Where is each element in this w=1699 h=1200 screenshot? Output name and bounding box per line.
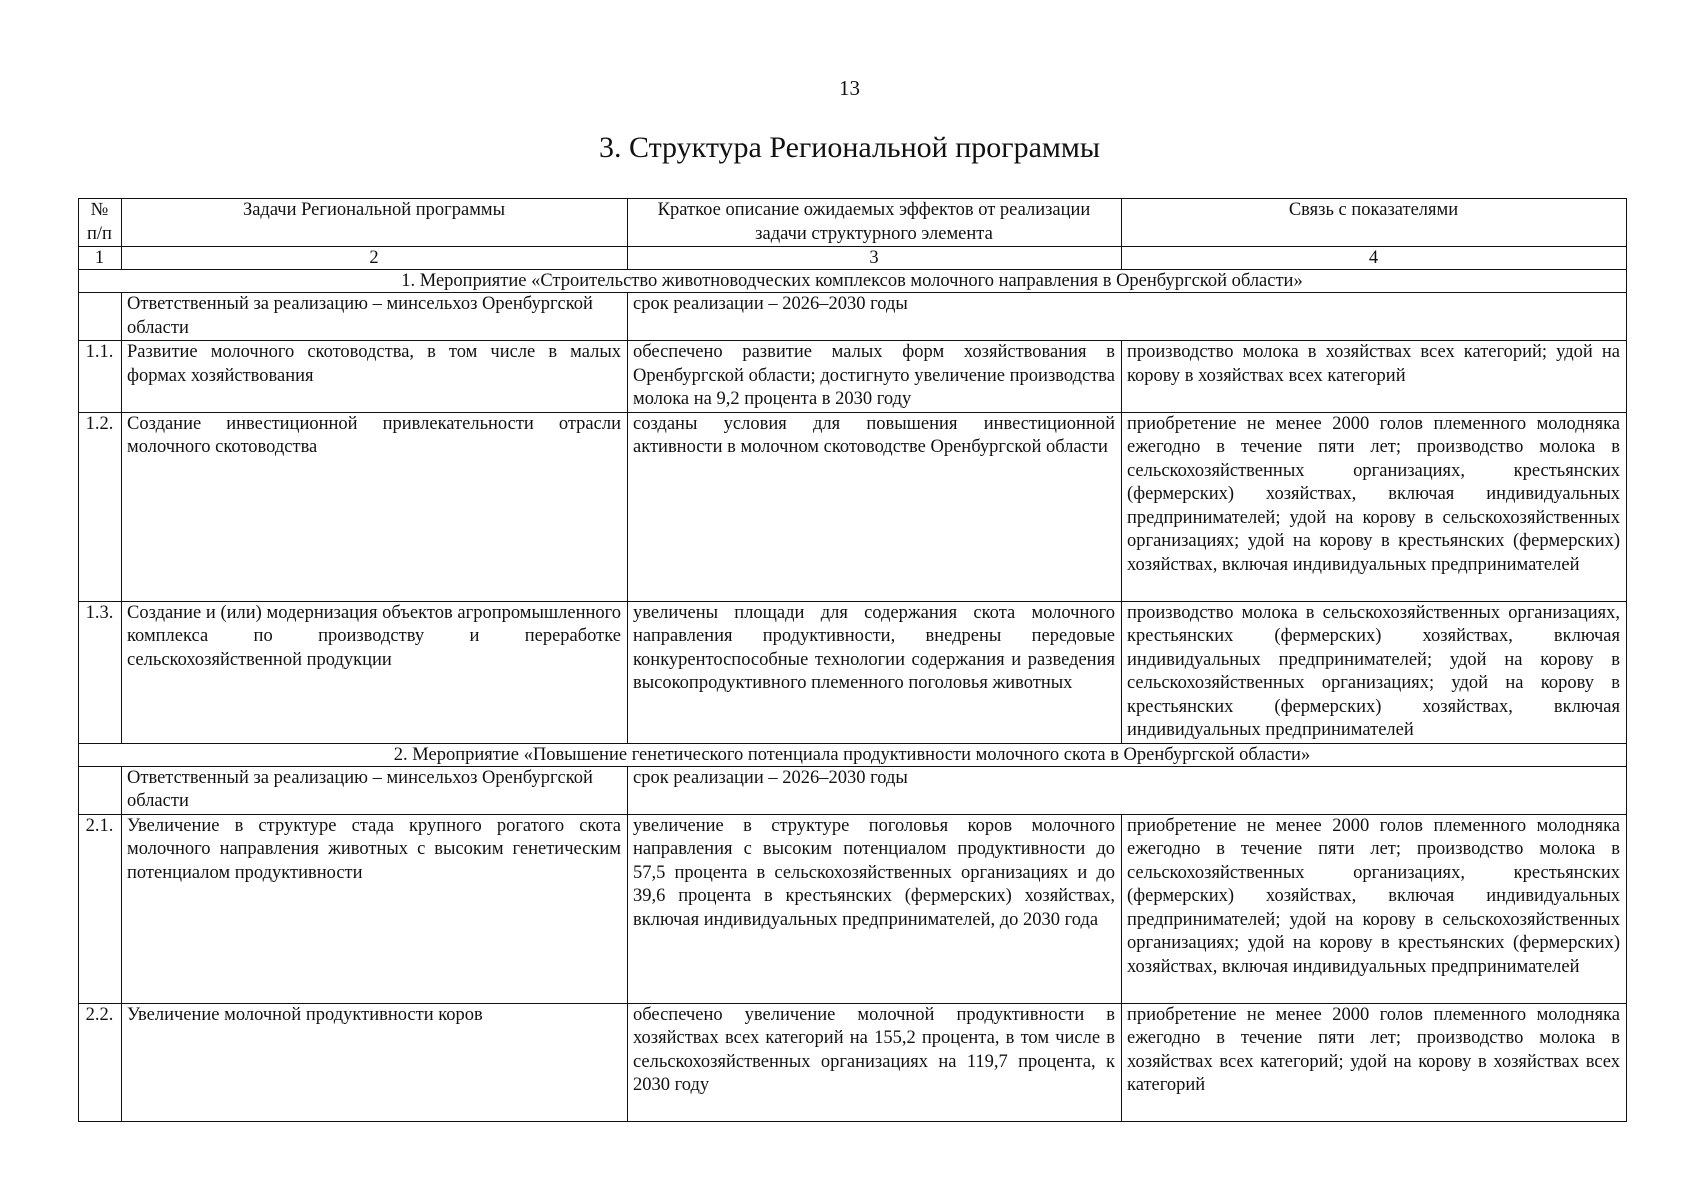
indicator-text: приобретение не менее 2000 голов племенного молодняка ежегодно в течение пяти лет; производство молока в сельскохозяйственных организациях, крестьянских (фермерских) хозяйствах, включая индивидуальных предпринимателей; удой на корову в сельскохозяйственных организациях; удой на корову в крестьянских (фермерских) хозяйствах, включая индивидуальных предпринимателей	[1122, 412, 1627, 601]
indicator-text: приобретение не менее 2000 голов племенного молодняка ежегодно в течение пяти лет; производство молока в сельскохозяйственных организациях, крестьянских (фермерских) хозяйствах, включая индивидуальных предпринимателей; удой на корову в сельскохозяйственных организациях; удой на корову в крестьянских (фермерских) хозяйствах, включая индивидуальных предпринимателей	[1122, 814, 1627, 1003]
header-tasks: Задачи Региональной программы	[122, 199, 628, 247]
row-number: 1.2.	[79, 412, 122, 601]
effect-text: увеличены площади для содержания скота молочного направления продуктивности, внедрены передовые конкурентоспособные технологии содержания и разведения высокопродуктивного племенного поголовья животных	[628, 601, 1122, 743]
task-text: Создание и (или) модернизация объектов агропромышленного комплекса по производству и переработке сельскохозяйственной продукции	[122, 601, 628, 743]
page-number: 13	[839, 76, 860, 100]
column-number: 4	[1122, 247, 1627, 270]
indicator-text: приобретение не менее 2000 голов племенного молодняка ежегодно в течение пяти лет; производство молока в хозяйствах всех категорий; удой на корову в хозяйствах всех категорий	[1122, 1003, 1627, 1121]
task-text: Создание инвестиционной привлекательности отрасли молочного скотоводства	[122, 412, 628, 601]
responsible-text: Ответственный за реализацию – минсельхоз Оренбургской области	[122, 293, 628, 341]
table-row	[79, 814, 1627, 1003]
program-structure-table	[78, 198, 1627, 1122]
effect-text: созданы условия для повышения инвестиционной активности в молочном скотоводстве Оренбургской области	[628, 412, 1122, 601]
table-row	[79, 1003, 1627, 1121]
column-number: 3	[628, 247, 1122, 270]
header-indicators: Связь с показателями	[1122, 199, 1627, 247]
column-number-row	[79, 247, 1627, 270]
header-effects: Краткое описание ожидаемых эффектов от реализации задачи структурного элемента	[628, 199, 1122, 247]
table-row	[79, 412, 1627, 601]
section-row	[79, 743, 1627, 766]
row-number: 2.2.	[79, 1003, 122, 1121]
effect-text: увеличение в структуре поголовья коров молочного направления с высоким потенциалом продуктивности до 57,5 процента в сельскохозяйственных организациях и до 39,6 процента в крестьянских (фермерских) хозяйствах, включая индивидуальных предпринимателей, до 2030 года	[628, 814, 1122, 1003]
section-title: 1. Мероприятие «Строительство животноводческих комплексов молочного направления в Оренбургской области»	[79, 270, 1627, 293]
row-number: 1.1.	[79, 341, 122, 413]
section-row	[79, 270, 1627, 293]
responsible-row	[79, 766, 1627, 814]
row-number: 1.3.	[79, 601, 122, 743]
column-number: 2	[122, 247, 628, 270]
task-text: Развитие молочного скотоводства, в том числе в малых формах хозяйствования	[122, 341, 628, 413]
table-row	[79, 601, 1627, 743]
table-header-row	[79, 199, 1627, 247]
section-title: 2. Мероприятие «Повышение генетического потенциала продуктивности молочного скота в Оренбургской области»	[79, 743, 1627, 766]
responsible-row	[79, 293, 1627, 341]
table-row	[79, 341, 1627, 413]
effect-text: обеспечено увеличение молочной продуктивности в хозяйствах всех категорий на 155,2 процента, в том числе в сельскохозяйственных организациях на 119,7 процента, к 2030 году	[628, 1003, 1122, 1121]
effect-text: обеспечено развитие малых форм хозяйствования в Оренбургской области; достигнуто увеличение производства молока на 9,2 процента в 2030 году	[628, 341, 1122, 413]
indicator-text: производство молока в хозяйствах всех категорий; удой на корову в хозяйствах всех категорий	[1122, 341, 1627, 413]
term-text: срок реализации – 2026–2030 годы	[628, 766, 1627, 814]
indicator-text: производство молока в сельскохозяйственных организациях, крестьянских (фермерских) хозяйствах, включая индивидуальных предпринимателей; удой на корову в сельскохозяйственных организациях; удой на корову в крестьянских (фермерских) хозяйствах, включая индивидуальных предпринимателей	[1122, 601, 1627, 743]
task-text: Увеличение в структуре стада крупного рогатого скота молочного направления животных с высоким генетическим потенциалом продуктивности	[122, 814, 628, 1003]
column-number: 1	[79, 247, 122, 270]
task-text: Увеличение молочной продуктивности коров	[122, 1003, 628, 1121]
row-number: 2.1.	[79, 814, 122, 1003]
header-number: № п/п	[79, 199, 122, 247]
responsible-text: Ответственный за реализацию – минсельхоз Оренбургской области	[122, 766, 628, 814]
term-text: срок реализации – 2026–2030 годы	[628, 293, 1627, 341]
document-title: 3. Структура Региональной программы	[598, 131, 1101, 164]
